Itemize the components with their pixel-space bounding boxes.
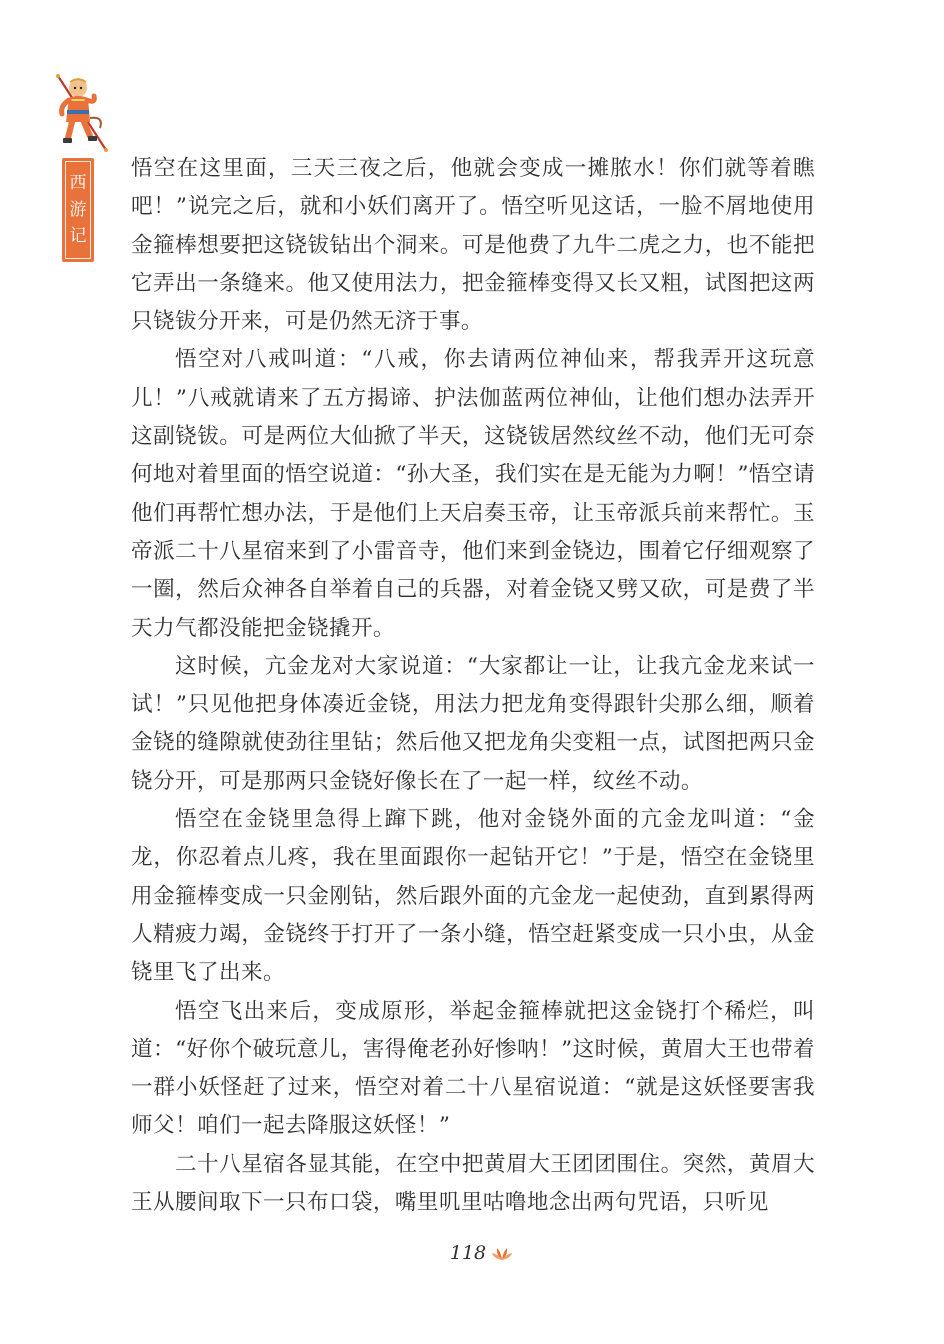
book-title-char-3: 记 — [69, 225, 87, 246]
paragraph-4: 悟空在金铙里急得上蹿下跳，他对金铙外面的亢金龙叫道：“金龙，你忍着点儿疼，我在里面跟你一起钻开它！”于是，悟空在金铙里用金箍棒变成一只金刚钻，然后跟外面的亢金龙一起使劲，直到累得两人精疲力竭，金铙终于打开了一条小缝，悟空赶紧变成一只小虫，从金铙里飞了出来。 — [131, 807, 815, 986]
book-title-char-1: 西 — [69, 173, 87, 194]
page-number: 118 — [449, 1242, 487, 1264]
paragraph-2: 悟空对八戒叫道：“八戒，你去请两位神仙来，帮我弄开这玩意儿！”八戒就请来了五方揭谛、护法伽蓝两位神仙，让他们想办法弄开这副铙钹。可是两位大仙掀了半天，这铙钹居然纹丝不动，他们无可奈何地对着里面的悟空说道：“孙大圣，我们实在是无能为力啊！”悟空请他们再帮忙想办法，于是他们上天启奏玉帝，让玉帝派兵前来帮忙。玉帝派二十八星宿来到了小雷音寺，他们来到金铙边，围着它仔细观察了一圈，然后众神各自举着自己的兵器，对着金铙又劈又砍，可是费了半天力气都没能把金铙撬开。 — [131, 347, 815, 641]
paragraph-1: 悟空在这里面，三天三夜之后，他就会变成一摊脓水！你们就等着瞧吧！”说完之后，就和小妖们离开了。悟空听见这话，一脸不屑地使用金箍棒想要把这铙钹钻出个洞来。可是他费了九牛二虎之力，也不能把它弄出一条缝来。他又使用法力，把金箍棒变得又长又粗，试图把这两只铙钹分开来，可是仍然无济于事。 — [131, 156, 815, 335]
book-title-tab — [62, 158, 94, 262]
leaf-ornament-icon — [492, 1245, 512, 1261]
paragraph-6: 二十八星宿各显其能，在空中把黄眉大王团团围住。突然，黄眉大王从腰间取下一只布口袋，嘴里叽里咕噜地念出两句咒语，只听见 — [131, 1151, 815, 1216]
paragraph-3: 这时候，亢金龙对大家说道：“大家都让一让，让我亢金龙来试一试！”只见他把身体凑近金铙，用法力把龙角变得跟针尖那么细，顺着金铙的缝隙就使劲往里钻；然后他又把龙角尖变粗一点，试图把两只金铙分开，可是那两只金铙好像长在了一起一样，纹丝不动。 — [131, 653, 815, 794]
paragraph-5: 悟空飞出来后，变成原形，举起金箍棒就把这金铙打个稀烂，叫道：“好你个破玩意儿，害得俺老孙好惨呐！”这时候，黄眉大王也带着一群小妖怪赶了过来，悟空对着二十八星宿说道：“就是这妖怪要害我师父！咱们一起去降服这妖怪！” — [131, 998, 815, 1139]
monkey-king-icon — [50, 66, 114, 152]
page-body — [131, 150, 815, 1222]
book-title-char-2: 游 — [69, 199, 87, 220]
page-footer — [0, 1242, 944, 1264]
